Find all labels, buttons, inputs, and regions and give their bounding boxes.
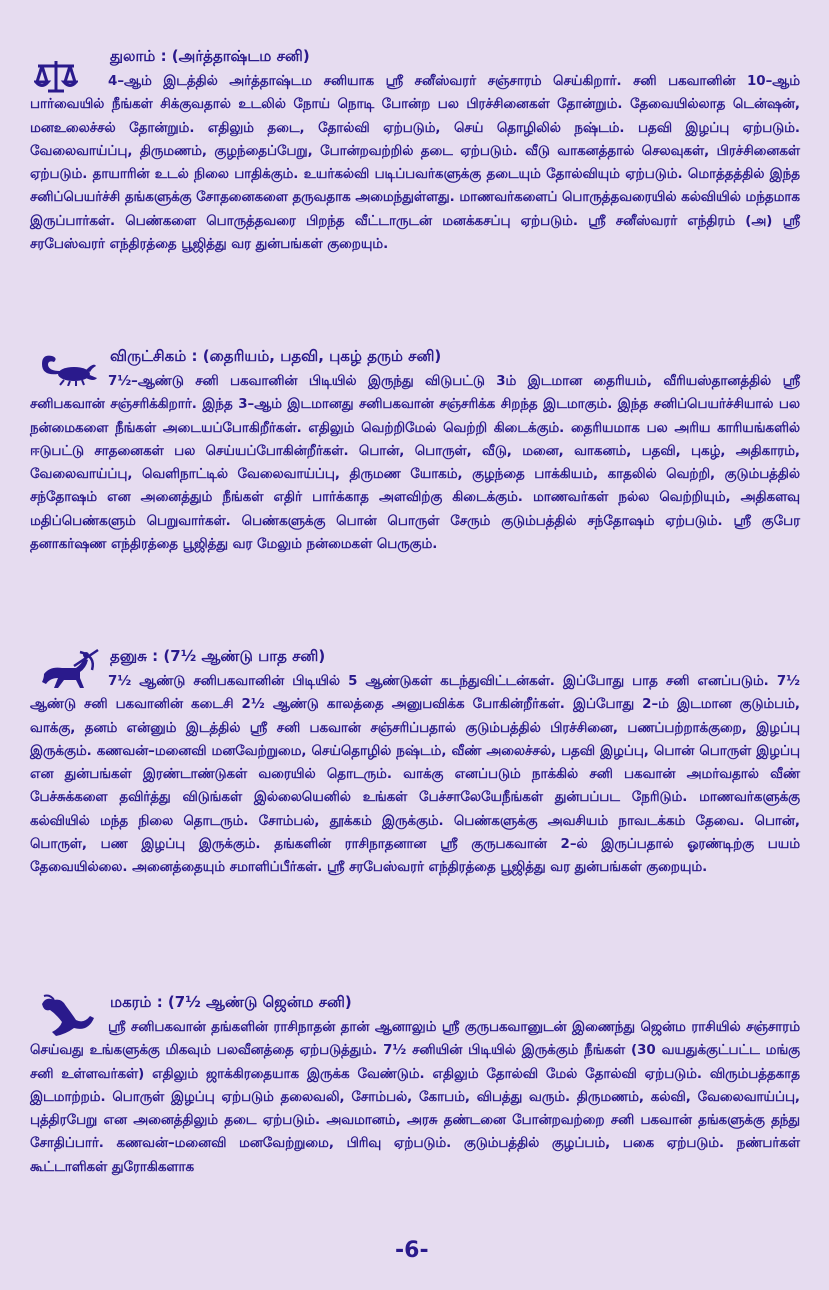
- section-thulam: [30, 44, 798, 340]
- section-body: 7½ ஆண்டு சனிபகவானின் பிடியில் 5 ஆண்டுகள் கடந்துவிட்டன்கள். இப்போது பாத சனி எனப்படும். 7½ ஆண்டு சனி பகவானின் கடைசி 2½ ஆண்டு காலத்தை அனுபவிக்க போகின்றீர்கள். இப்போது 2–ம் இடமான குடும்பம், வாக்கு, தனம் என்னும் இடத்தில் ஸ்ரீ சனி பகவான் சஞ்சரிப்பதால் குடும்பத்தில் பிரச்சினை, பணப்பற்றாக்குறை, இழப்பு இருக்கும். கணவன்–மனைவி மனவேற்றுமை, செய்தொழில் நஷ்டம், வீண் அலைச்சல், பதவி இழப்பு, பொன் பொருள் இழப்பு என துன்பங்கள் இரண்டாண்டுகள் வரையில் தொடரும். வாக்கு எனப்படும் நாக்கில் சனி பகவான் அமர்வதால் வீண் பேச்சுக்களை தவிர்த்து விடுங்கள் இல்லையெனில் உங்கள் பேச்சாலேயேநீங்கள் துன்பப்பட நேரிடும். மாணவர்களுக்கு கல்வியில் மந்த நிலை தொடரும். சோம்பல், தூக்கம் இருக்கும். பெண்களுக்கு அவசியம் நாவடக்கம் தேவை. பொன், பொருள், பண இழப்பு இருக்கும். தங்களின் ராசிநாதனான ஸ்ரீ குருபகவான் 2–ல் இருப்பதால் ஓரண்டிற்கு பயம் தேவையில்லை. அனைத்தையும் சமாளிப்பீர்கள். ஸ்ரீ சரபேஸ்வரர் எந்திரத்தை பூஜித்து வர துன்பங்கள் குறையும்.: [30, 674, 800, 876]
- page-number: -6-: [395, 1238, 429, 1263]
- section-heading: மகரம் : (7½ ஆண்டு ஜென்ம சனி): [110, 993, 352, 1011]
- section-dhanusu: [30, 644, 798, 986]
- section-body: ஸ்ரீ சனிபகவான் தங்களின் ராசிநாதன் தான் ஆனாலும் ஸ்ரீ குருபகவானுடன் இணைந்து ஜென்ம ராசியில் சஞ்சாரம் செய்வது உங்களுக்கு மிகவும் பலவீனத்தை ஏற்படுத்தும். 7½ சனியின் பிடியில் இருக்கும் நீங்கள் (30 வயதுக்குட்பட்ட மங்கு சனி உள்ளவர்கள்) எதிலும் ஜாக்கிரதையாக இருக்க வேண்டும். எதிலும் தோல்வி மேல் தோல்வி ஏற்படும். விரும்பத்தகாத இடமாற்றம். பொருள் இழப்பு ஏற்படும் தலைவலி, சோம்பல், கோபம், விபத்து வரும். திருமணம், கல்வி, வேலைவாய்ப்பு, புத்திரபேறு என அனைத்திலும் தடை ஏற்படும். அவமானம், அரசு தண்டனை போன்றவற்றை சனி பகவான் தங்களுக்கு தந்து சோதிப்பார். கணவன்–மனைவி மனவேற்றுமை, பிரிவு ஏற்படும். குடும்பத்தில் குழப்பம், பகை ஏற்படும். நண்பர்கள் கூட்டாளிகள் துரோகிகளாக: [30, 1020, 800, 1175]
- section-body: 4–ஆம் இடத்தில் அர்த்தாஷ்டம சனியாக ஸ்ரீ சனீஸ்வரர் சஞ்சாரம் செய்கிறார். சனி பகவானின் 10–ஆம் பார்வையில் நீங்கள் சிக்குவதால் உடலில் நோய் நொடி போன்ற பல பிரச்சினைகள் தோன்றும். தேவையில்லாத டென்ஷன், மனஉலைச்சல் தோன்றும். எதிலும் தடை, தோல்வி ஏற்படும், செய் தொழிலில் நஷ்டம். பதவி இழப்பு ஏற்படும். வேலைவாய்ப்பு, திருமணம், குழந்தைப்பேறு, போன்றவற்றில் தடை ஏற்படும். வீடு வாகனத்தால் செலவுகள், பிரச்சினைகள் ஏற்படும். தாயாரின் உடல் நிலை பாதிக்கும். உயர்கல்வி படிப்பவர்களுக்கு தடையும் தோல்வியும் ஏற்படும். மொத்தத்தில் இந்த சனிப்பெயர்ச்சி தங்களுக்கு சோதனைகளை தருவதாக அமைந்துள்ளது. மாணவர்களைப் பொருத்தவரையில் கல்வியில் மந்தமாக இருப்பார்கள். பெண்களை பொருத்தவரை பிறந்த வீட்டாருடன் மனக்கசப்பு ஏற்படும். ஸ்ரீ சனீஸ்வரர் எந்திரம் (அ) ஸ்ரீ சரபேஸ்வரர் எந்திரத்தை பூஜித்து வர துன்பங்கள் குறையும்.: [30, 74, 800, 253]
- section-heading: துலாம் : (அர்த்தாஷ்டம சனி): [110, 47, 310, 65]
- section-magaram: [30, 990, 798, 1230]
- section-body: 7½–ஆண்டு சனி பகவானின் பிடியில் இருந்து விடுபட்டு 3ம் இடமான தைரியம், வீரியஸ்தானத்தில் ஸ்ரீ சனிபகவான் சஞ்சரிக்கிறார். இந்த 3–ஆம் இடமானது சனிபகவான் சஞ்சரிக்க சிறந்த இடமாகும். இந்த சனிப்பெயர்ச்சியால் பல நன்மைகளை நீங்கள் அடையப்போகிறீர்கள். எதிலும் வெற்றிமேல் வெற்றி கிடைக்கும். தைரியமாக பல அரிய காரியங்களில் ஈடுபட்டு சாதனைகள் பல செய்யப்போகின்றீர்கள். பொன், பொருள், வீடு, மனை, வாகனம், பதவி, புகழ், அதிகாரம், வேலைவாய்ப்பு, வெளிநாட்டில் வேலைவாய்ப்பு, திருமண யோகம், குழந்தை பாக்கியம், காதலில் வெற்றி, குடும்பத்தில் சந்தோஷம் என அனைத்தும் நீங்கள் எதிர் பார்க்காத அளவிற்கு கிடைக்கும். மாணவர்கள் நல்ல வெற்றியும், அதிகளவு மதிப்பெண்களும் பெறுவார்கள். பெண்களுக்கு பொன் பொருள் சேரும் குடும்பத்தில் சந்தோஷம் ஏற்படும். ஸ்ரீ குபேர தனாகர்ஷண எந்திரத்தை பூஜித்து வர மேலும் நன்மைகள் பெருகும்.: [30, 374, 800, 553]
- section-heading: விருட்சிகம் : (தைரியம், பதவி, புகழ் தரும் சனி): [110, 347, 442, 365]
- section-heading: தனுசு : (7½ ஆண்டு பாத சனி): [110, 647, 326, 665]
- section-viruchigam: [30, 344, 798, 640]
